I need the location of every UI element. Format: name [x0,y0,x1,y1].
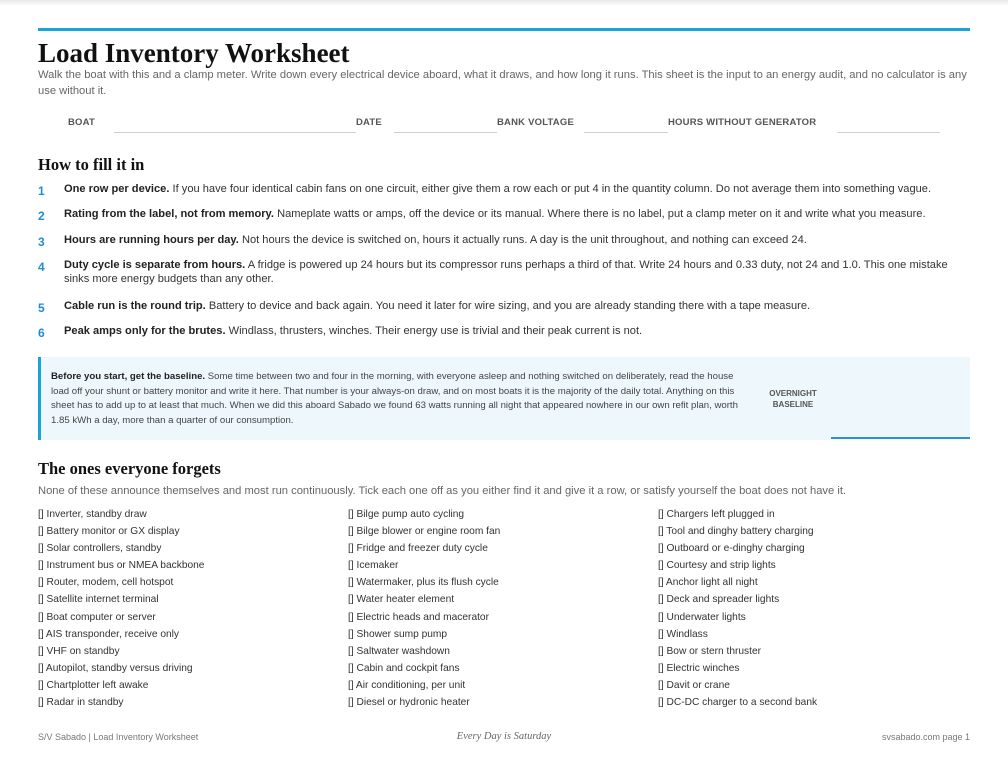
checklist-item[interactable]: [] Radar in standby [38,697,124,709]
checklist-item[interactable]: [] Shower sump pump [348,628,448,640]
checklist-item[interactable]: [] Chargers left plugged in [658,509,775,520]
checklist-item[interactable]: [] Cabin and cockpit fans [348,662,460,674]
checklist-item[interactable]: [] Outboard or e-dinghy charging [658,543,805,555]
checklist-item[interactable]: [] Underwater lights [658,611,746,623]
overnight-baseline-field[interactable] [831,437,970,439]
step-number: 5 [38,301,45,315]
step-text: Duty cycle is separate from hours. A fridge is powered up 24 hours but its compressor runs perhaps a third of that. Write 24 hours and 0.33 duty, not 24 and 1.0. This one mistake sinks more energy budgets than any other. [64,259,948,285]
checklist-item[interactable]: [] Air conditioning, per unit [348,679,466,691]
baseline-text: Before you start, get the baseline. Some time between two and four in the morning, with everyone asleep and nothing switched on deliberately, read the house load off your shunt or battery monitor and write it here. That number is your always-on draw, and on most boats it is the majority of the daily total. Anything on this sheet has to add up to at least that much. When we did this aboard Sabado we found 63 watts running all night that appeared nowhere in our own refit plan, worth 1.85 kWh a day, more than a quarter of our consumption. [51,371,738,427]
checklist-item[interactable]: [] Boat computer or server [38,611,156,623]
checklist-item[interactable]: [] Satellite internet terminal [38,594,159,606]
checklist-item[interactable]: [] AIS transponder, receive only [38,628,180,640]
checklist-item[interactable]: [] Instrument bus or NMEA backbone [38,560,205,572]
footer-right: svsabado.com page 1 [881,732,970,742]
checklist-column-3 [658,508,817,713]
step-text: Cable run is the round trip. Battery to device and back again. You need it later for wire sizing, and you are already standing there with a tape measure. [64,300,811,312]
checklist-item[interactable]: [] Tool and dinghy battery charging [658,526,814,538]
hours-without-generator-field[interactable] [837,132,940,133]
step-text: Hours are running hours per day. Not hours the device is switched on, hours it actually runs. A day is the unit throughout, and nothing can exceed 24. [64,234,807,246]
checklist-item[interactable]: [] Diesel or hydronic heater [348,697,470,709]
checklist-item[interactable]: [] Bow or stern thruster [658,645,762,657]
checklist-item[interactable]: [] Windlass [658,628,708,640]
how-to-heading: How to fill it in [38,155,145,174]
footer-left: S/V Sabado | Load Inventory Worksheet [38,732,199,742]
overnight-baseline-label: OVERNIGHT BASELINE [769,389,817,409]
checklist-item[interactable]: [] Saltwater washdown [348,645,450,657]
checklist-item[interactable]: [] Battery monitor or GX display [38,526,180,538]
checklist-item[interactable]: [] Chartplotter left awake [38,679,149,691]
footer-tagline: Every Day is Saturday [456,731,552,742]
checklist-item[interactable]: [] Bilge pump auto cycling [348,509,465,520]
page-title: Load Inventory Worksheet [38,38,350,68]
checklist-item[interactable]: [] Anchor light all night [658,577,758,589]
checklist-column-2 [348,508,500,713]
step-number: 3 [38,235,45,249]
top-shadow [0,0,1008,6]
checklist-item[interactable]: [] Router, modem, cell hotspot [38,577,174,589]
boat-field[interactable] [114,132,356,133]
checklist-item[interactable]: [] Water heater element [348,594,455,606]
step-number: 1 [38,184,45,198]
step-number: 6 [38,326,45,340]
step-text: Peak amps only for the brutes. Windlass, thrusters, winches. Their energy use is trivial and their peak current is not. [64,325,643,337]
checklist-item[interactable]: [] Inverter, standby draw [38,509,147,520]
header-accent-rule [38,28,970,31]
bank-voltage-field[interactable] [584,132,668,133]
step-number: 2 [38,209,45,223]
checklist-item[interactable]: [] DC-DC charger to a second bank [658,697,818,709]
date-field[interactable] [394,132,497,133]
bank-voltage-label: BANK VOLTAGE [497,117,574,128]
forgets-intro: None of these announce themselves and most run continuously. Tick each one off as you either find it and give it a row, or satisfy yourself the boat does not have it. [38,485,847,497]
baseline-callout [38,357,970,440]
checklist-item[interactable]: [] Davit or crane [658,679,730,691]
forgets-heading: The ones everyone forgets [38,459,221,478]
callout-accent-bar [38,357,41,440]
boat-label: BOAT [68,117,96,128]
step-text: Rating from the label, not from memory. Nameplate watts or amps, off the device or its manual. Where there is no label, put a clamp meter on it and write what you measure. [64,208,926,220]
checklist-item[interactable]: [] Electric winches [658,662,740,674]
checklist-item[interactable]: [] Watermaker, plus its flush cycle [348,577,499,589]
date-label: DATE [356,117,382,128]
checklist-item[interactable]: [] Icemaker [348,560,399,572]
checklist-item[interactable]: [] VHF on standby [38,645,120,657]
step-number: 4 [38,260,45,274]
hours-without-generator-label: HOURS WITHOUT GENERATOR [668,117,817,128]
page-intro: Walk the boat with this and a clamp meter. Write down every electrical device aboard, what it draws, and how long it runs. This sheet is the input to an energy audit, and no calculator is any use without it. [38,69,967,97]
checklist-item[interactable]: [] Fridge and freezer duty cycle [348,543,488,555]
checklist-item[interactable]: [] Deck and spreader lights [658,594,780,606]
header-fields [38,116,970,136]
checklist-item[interactable]: [] Solar controllers, standby [38,543,162,555]
checklist-item[interactable]: [] Autopilot, standby versus driving [38,662,193,674]
step-text: One row per device. If you have four identical cabin fans on one circuit, either give them a row each or put 4 in the quantity column. Do not average them into something vague. [64,183,932,195]
checklist-item[interactable]: [] Courtesy and strip lights [658,560,776,572]
checklist-column-1 [38,508,204,713]
checklist-item[interactable]: [] Electric heads and macerator [348,611,489,623]
checklist-item[interactable]: [] Bilge blower or engine room fan [348,526,501,538]
